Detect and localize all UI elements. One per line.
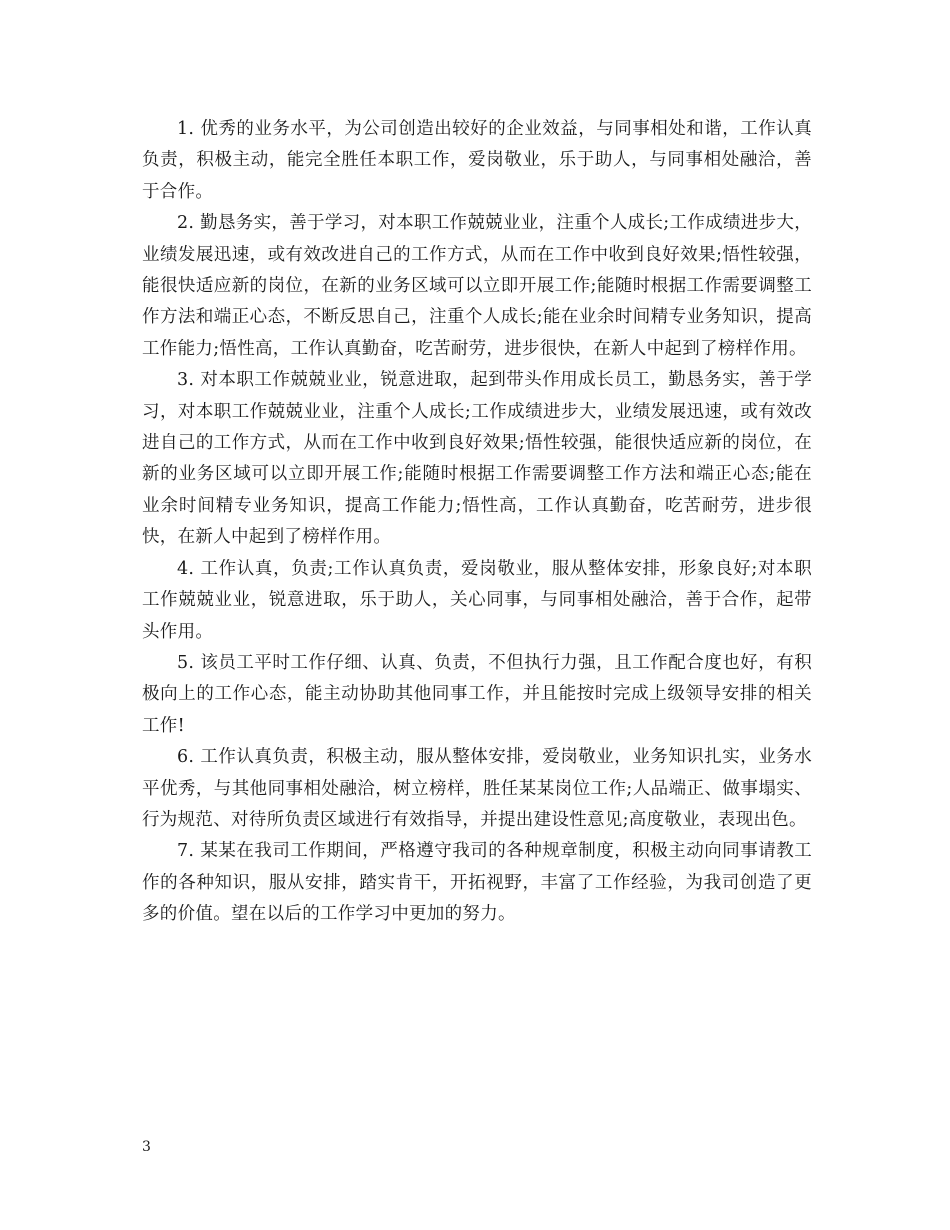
paragraph-7: 7. 某某在我司工作期间，严格遵守我司的各种规章制度，积极主动向同事请教工作的各种知识，服从安排，踏实肯干，开拓视野，丰富了工作经验，为我司创造了更多的价值。望在以后的工作学习中更加的努力。	[142, 841, 812, 925]
document-body	[142, 114, 812, 931]
paragraph-2: 2. 勤恳务实，善于学习，对本职工作兢兢业业，注重个人成长;工作成绩进步大，业绩发展迅速，或有效改进自己的工作方式，从而在工作中收到良好效果;悟性较强，能很快适应新的岗位，在新的业务区域可以立即开展工作;能随时根据工作需要调整工作方法和端正心态，不断反思自己，注重个人成长;能在业余时间精专业务知识，提高工作能力;悟性高，工作认真勤奋，吃苦耐劳，进步很快，在新人中起到了榜样作用。	[142, 213, 812, 359]
paragraph-4: 4. 工作认真，负责;工作认真负责，爱岗敬业，服从整体安排，形象良好;对本职工作兢兢业业，锐意进取，乐于助人，关心同事，与同事相处融洽，善于合作，起带头作用。	[142, 558, 812, 642]
paragraph-1: 1. 优秀的业务水平，为公司创造出较好的企业效益，与同事相处和谐，工作认真负责，积极主动，能完全胜任本职工作，爱岗敬业，乐于助人，与同事相处融洽，善于合作。	[142, 119, 812, 202]
paragraph-5: 5. 该员工平时工作仔细、认真、负责，不但执行力强，且工作配合度也好，有积极向上的工作心态，能主动协助其他同事工作，并且能按时完成上级领导安排的相关工作!	[142, 652, 812, 736]
paragraph-6: 6. 工作认真负责，积极主动，服从整体安排，爱岗敬业，业务知识扎实，业务水平优秀，与其他同事相处融洽，树立榜样，胜任某某岗位工作;人品端正、做事塌实、行为规范、对待所负责区域进行有效指导，并提出建设性意见;高度敬业，表现出色。	[142, 747, 812, 830]
paragraph-3: 3. 对本职工作兢兢业业，锐意进取，起到带头作用成长员工，勤恳务实，善于学习，对本职工作兢兢业业，注重个人成长;工作成绩进步大，业绩发展迅速，或有效改进自己的工作方式，从而在工作中收到良好效果;悟性较强，能很快适应新的岗位，在新的业务区域可以立即开展工作;能随时根据工作需要调整工作方法和端正心态;能在业余时间精专业务知识，提高工作能力;悟性高，工作认真勤奋，吃苦耐劳，进步很快，在新人中起到了榜样作用。	[142, 370, 812, 548]
page-number: 3	[142, 1139, 151, 1155]
